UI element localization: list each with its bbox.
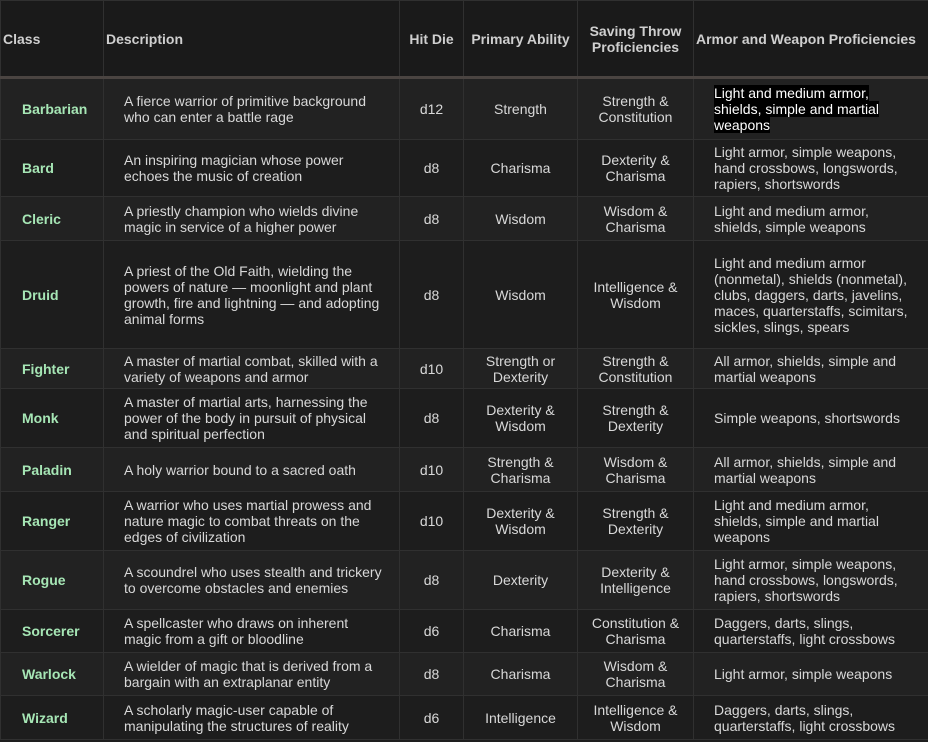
armor-weapons: All armor, shields, simple and martial weapons	[694, 448, 928, 492]
armor-weapons: Daggers, darts, slings, quarterstaffs, light crossbows	[694, 610, 928, 653]
table-row	[1, 551, 928, 610]
table-row	[1, 653, 928, 696]
table-row	[1, 349, 928, 389]
saving-throws: Strength & Dexterity	[578, 389, 694, 448]
armor-weapons: All armor, shields, simple and martial weapons	[694, 349, 928, 389]
primary-ability: Charisma	[464, 140, 578, 197]
saving-throws: Wisdom & Charisma	[578, 197, 694, 241]
primary-ability: Charisma	[464, 653, 578, 696]
primary-ability: Intelligence	[464, 696, 578, 740]
saving-throws: Strength & Dexterity	[578, 492, 694, 551]
table-row	[1, 140, 928, 197]
hit-die: d10	[400, 492, 464, 551]
class-name: Barbarian	[1, 78, 104, 140]
header-primary-ability[interactable]: Primary Ability	[464, 1, 578, 78]
table-row	[1, 241, 928, 349]
header-saving-throws[interactable]: Saving Throw Proficiencies	[578, 1, 694, 78]
saving-throws: Intelligence & Wisdom	[578, 241, 694, 349]
primary-ability: Dexterity & Wisdom	[464, 389, 578, 448]
armor-weapons: Light and medium armor, shields, simple weapons	[694, 197, 928, 241]
class-description: An inspiring magician whose power echoes the music of creation	[104, 140, 400, 197]
primary-ability: Strength or Dexterity	[464, 349, 578, 389]
hit-die: d6	[400, 610, 464, 653]
class-name: Fighter	[1, 349, 104, 389]
class-description: A priestly champion who wields divine magic in service of a higher power	[104, 197, 400, 241]
class-description: A spellcaster who draws on inherent magic from a gift or bloodline	[104, 610, 400, 653]
armor-weapons: Light armor, simple weapons, hand crossbows, longswords, rapiers, shortswords	[694, 551, 928, 610]
primary-ability: Dexterity	[464, 551, 578, 610]
class-description: A master of martial combat, skilled with a variety of weapons and armor	[104, 349, 400, 389]
table-row	[1, 448, 928, 492]
armor-weapons: Light and medium armor, shields, simple and martial weapons	[694, 492, 928, 551]
armor-weapons: Daggers, darts, slings, quarterstaffs, light crossbows	[694, 696, 928, 740]
hit-die: d6	[400, 696, 464, 740]
class-name: Ranger	[1, 492, 104, 551]
primary-ability: Dexterity & Wisdom	[464, 492, 578, 551]
class-name: Bard	[1, 140, 104, 197]
class-description: A warrior who uses martial prowess and nature magic to combat threats on the edges of civilization	[104, 492, 400, 551]
saving-throws: Dexterity & Charisma	[578, 140, 694, 197]
header-armor-weapons[interactable]: Armor and Weapon Proficiencies	[694, 1, 928, 78]
hit-die: d8	[400, 140, 464, 197]
armor-weapons	[694, 78, 928, 140]
class-description: A scoundrel who uses stealth and trickery to overcome obstacles and enemies	[104, 551, 400, 610]
table-row	[1, 610, 928, 653]
class-description: A scholarly magic-user capable of manipulating the structures of reality	[104, 696, 400, 740]
class-description: A holy warrior bound to a sacred oath	[104, 448, 400, 492]
class-description: A priest of the Old Faith, wielding the powers of nature — moonlight and plant growth, fire and lightning — and adopting animal forms	[104, 241, 400, 349]
hit-die: d8	[400, 551, 464, 610]
table-row	[1, 696, 928, 740]
table-body	[1, 78, 928, 740]
class-name: Cleric	[1, 197, 104, 241]
class-name: Monk	[1, 389, 104, 448]
table-row	[1, 492, 928, 551]
saving-throws: Intelligence & Wisdom	[578, 696, 694, 740]
table-row	[1, 389, 928, 448]
primary-ability: Wisdom	[464, 197, 578, 241]
header-row	[1, 1, 928, 78]
header-description[interactable]: Description	[104, 1, 400, 78]
table-row	[1, 197, 928, 241]
hit-die: d8	[400, 197, 464, 241]
table-row	[1, 78, 928, 140]
primary-ability: Charisma	[464, 610, 578, 653]
primary-ability: Strength & Charisma	[464, 448, 578, 492]
hit-die: d10	[400, 349, 464, 389]
primary-ability: Wisdom	[464, 241, 578, 349]
saving-throws: Constitution & Charisma	[578, 610, 694, 653]
saving-throws: Wisdom & Charisma	[578, 448, 694, 492]
class-name: Wizard	[1, 696, 104, 740]
hit-die: d8	[400, 241, 464, 349]
class-description: A fierce warrior of primitive background who can enter a battle rage	[104, 78, 400, 140]
armor-weapons: Light armor, simple weapons	[694, 653, 928, 696]
saving-throws: Dexterity & Intelligence	[578, 551, 694, 610]
saving-throws: Wisdom & Charisma	[578, 653, 694, 696]
saving-throws: Strength & Constitution	[578, 78, 694, 140]
armor-weapons: Light armor, simple weapons, hand crossbows, longswords, rapiers, shortswords	[694, 140, 928, 197]
class-description: A master of martial arts, harnessing the power of the body in pursuit of physical and spiritual perfection	[104, 389, 400, 448]
armor-weapons: Simple weapons, shortswords	[694, 389, 928, 448]
selected-text[interactable]: Light and medium armor, shields, simple and martial weapons	[714, 85, 879, 133]
class-name: Paladin	[1, 448, 104, 492]
class-name: Sorcerer	[1, 610, 104, 653]
header-class[interactable]: Class	[1, 1, 104, 78]
header-hit-die[interactable]: Hit Die	[400, 1, 464, 78]
hit-die: d8	[400, 389, 464, 448]
table-header	[1, 1, 928, 78]
hit-die: d10	[400, 448, 464, 492]
saving-throws: Strength & Constitution	[578, 349, 694, 389]
class-name: Druid	[1, 241, 104, 349]
hit-die: d8	[400, 653, 464, 696]
primary-ability: Strength	[464, 78, 578, 140]
class-name: Warlock	[1, 653, 104, 696]
hit-die: d12	[400, 78, 464, 140]
class-description: A wielder of magic that is derived from a bargain with an extraplanar entity	[104, 653, 400, 696]
class-name: Rogue	[1, 551, 104, 610]
armor-weapons: Light and medium armor (nonmetal), shields (nonmetal), clubs, daggers, darts, javelins, maces, quarterstaffs, scimitars, sickles, slings, spears	[694, 241, 928, 349]
